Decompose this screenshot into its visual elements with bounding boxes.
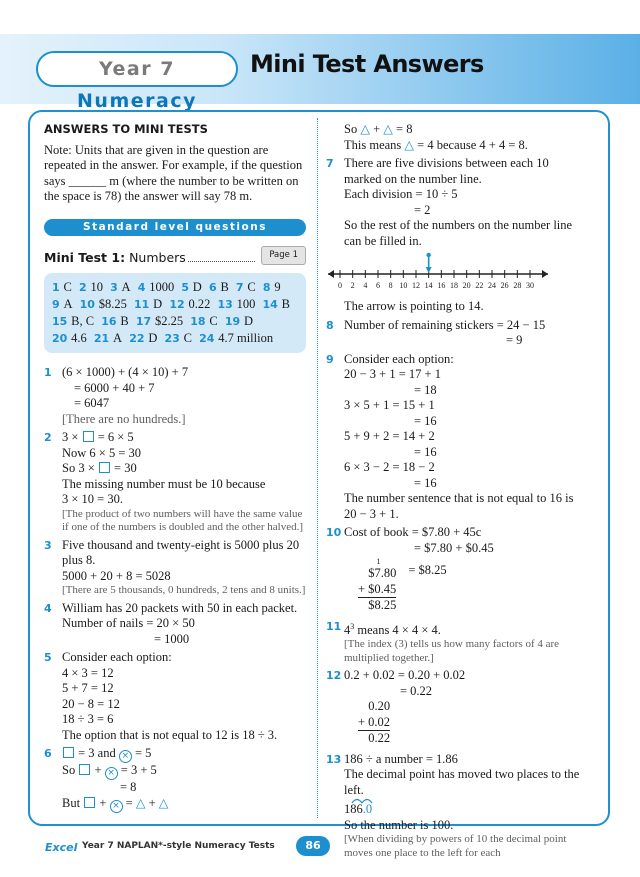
answer-key-value: $8.25 <box>98 297 127 311</box>
number-line-label: 26 <box>500 281 509 290</box>
answer-key-number: 9 <box>52 298 64 311</box>
answer-line <box>62 763 306 780</box>
answer-line: = 0.22 <box>400 683 433 698</box>
answer-line: 3 × 10 = 30. <box>62 492 123 506</box>
answer-line: Consider each option: <box>344 351 454 366</box>
answer-line: Cost of book = $7.80 + 45c <box>344 525 482 539</box>
subject-name: Numeracy <box>77 90 197 112</box>
answer-key-item <box>190 314 217 328</box>
answer-line: = $7.80 + $0.45 <box>414 540 494 555</box>
number-line-label: 8 <box>388 281 393 290</box>
answer-key-value: D <box>243 314 253 328</box>
answer-line: 0.2 + 0.02 = 0.20 + 0.02 <box>344 668 466 683</box>
question-number: 5 <box>44 651 52 664</box>
answer-key-value: B <box>220 280 229 294</box>
answer-line <box>62 461 306 477</box>
number-line-label: 24 <box>488 281 496 290</box>
answer-key-number: 16 <box>101 315 121 328</box>
answer-line: The option that is not equal to 12 is 18 ÷ 3. <box>62 727 278 742</box>
answer-key-item <box>52 280 72 294</box>
answer-key-item <box>262 297 289 311</box>
answer-key-number: 17 <box>135 315 155 328</box>
number-line <box>326 252 588 296</box>
answer-key-value: C <box>209 314 218 328</box>
number-line-label: 28 <box>513 281 522 290</box>
number-line-label: 22 <box>475 281 484 290</box>
answer-key-value: B, C <box>71 314 95 328</box>
answer-key-number: 23 <box>164 332 184 345</box>
exponent: 3 <box>350 621 355 631</box>
answer-key-value: 9 <box>274 280 281 294</box>
number-line-label: 16 <box>437 281 446 290</box>
sum-total: $8.25 <box>368 598 397 612</box>
answer-line: = 6047 <box>74 396 110 410</box>
text: = 8 <box>396 122 413 136</box>
answer-line: = 18 <box>414 382 437 397</box>
column-sum <box>358 699 390 747</box>
footer-brand: Excel <box>45 841 78 854</box>
answer-key-number: 13 <box>217 298 237 311</box>
square-icon <box>83 431 94 442</box>
answer-key-item <box>80 297 127 311</box>
sum-line: $7.80 <box>368 566 397 580</box>
pointer-arrow-tip <box>426 267 432 273</box>
page-footer <box>0 832 640 860</box>
answer-key-value: C <box>63 280 72 294</box>
answer-key-number: 24 <box>199 332 219 345</box>
answer-key-item <box>217 297 255 311</box>
answer-line: = 6000 + 40 + 7 <box>74 380 155 395</box>
units-note: Note: Units that are given in the question are repeated in the answer. For example, if the question says ______ m (where the number to be written on the space is 78) the answer will say 78 m. <box>44 142 303 203</box>
answer-key-item <box>225 314 253 328</box>
square-icon <box>63 747 74 758</box>
text: = 6 × 5 <box>97 430 134 444</box>
answer-6 <box>44 746 306 813</box>
question-number: 2 <box>44 431 52 444</box>
triangle-icon: △ <box>404 137 415 152</box>
answer-line: = 16 <box>414 444 437 459</box>
answer-key-value: 10 <box>90 280 103 294</box>
sum-line: + 0.02 <box>358 715 390 732</box>
answer-line: Consider each option: <box>62 650 172 664</box>
answer-key-number: 4 <box>137 281 150 294</box>
answer-line: The missing number must be 10 because <box>62 476 266 491</box>
number-line-label: 14 <box>424 281 433 290</box>
answer-key-value: C <box>183 331 192 345</box>
answer-line: = 16 <box>414 413 437 428</box>
square-icon <box>84 797 95 808</box>
answer-key-item <box>134 297 162 311</box>
sum-line: + $0.45 <box>358 582 396 599</box>
answer-12 <box>326 668 588 749</box>
text: = 4 because 4 + 4 = 8. <box>417 137 528 152</box>
answer-key-number: 14 <box>262 298 282 311</box>
number-line-label: 6 <box>376 281 380 290</box>
page-header <box>0 34 640 112</box>
answer-key-number: 22 <box>129 332 149 345</box>
triangle-icon: △ <box>360 122 370 136</box>
answer-key-number: 7 <box>235 281 248 294</box>
answer-key-number: 12 <box>169 298 189 311</box>
answer-note: [There are no hundreds.] <box>62 411 186 426</box>
answer-line: 6 × 3 − 2 = 18 − 2 <box>344 460 435 474</box>
answer-line <box>62 746 306 763</box>
text: means 4 × 4 × 4. <box>354 622 441 637</box>
answer-key-value: D <box>148 331 158 345</box>
answer-line: So the rest of the numbers on the number line can be filled in. <box>344 218 573 248</box>
answer-8 <box>326 318 588 349</box>
text: = 30 <box>114 461 137 475</box>
right-column <box>326 122 588 863</box>
answer-line: The arrow is pointing to 14. <box>344 299 484 313</box>
question-number: 1 <box>44 366 52 379</box>
column-sum <box>358 558 396 614</box>
question-number: 11 <box>326 619 342 633</box>
page-number: 86 <box>296 836 330 856</box>
answer-line <box>344 556 588 616</box>
answer-note: [The index (3) tells us how many factors of 4 are multiplied together.] <box>344 638 560 664</box>
circle-cross-icon: × <box>105 767 118 780</box>
text: So <box>62 763 76 777</box>
figure-number: 186 <box>344 802 363 817</box>
answer-key-value: D <box>192 280 202 294</box>
answer-line: 20 − 8 = 12 <box>62 696 120 711</box>
answer-line: The decimal point has moved two places to the left. <box>344 767 580 797</box>
answer-key-value: B <box>120 314 129 328</box>
answer-key-number: 21 <box>93 332 114 345</box>
answer-key-item <box>138 280 174 294</box>
answer-key-item <box>101 314 128 328</box>
answer-9 <box>326 352 588 523</box>
text: = 5 <box>134 746 152 760</box>
answer-4 <box>44 601 306 648</box>
question-number: 10 <box>326 526 342 539</box>
arrow-right-icon <box>542 270 548 278</box>
answer-key-value: 0.22 <box>188 297 211 311</box>
answer-2 <box>44 430 306 535</box>
question-number: 12 <box>326 669 342 683</box>
text: = 3 + 5 <box>120 763 157 777</box>
answer-line: 5 + 9 + 2 = 14 + 2 <box>344 429 435 443</box>
answer-key-number: 11 <box>134 298 154 311</box>
triangle-icon: △ <box>158 795 169 810</box>
column-divider <box>317 118 318 818</box>
answer-key-number: 3 <box>110 281 122 294</box>
answer-line: Number of nails = 20 × 50 <box>62 616 195 630</box>
text: + <box>94 763 102 777</box>
answer-10 <box>326 525 588 616</box>
answer-key-number: 1 <box>52 281 64 294</box>
answer-line: = 2 <box>414 202 431 217</box>
answer-key-value: 4.7 million <box>218 331 274 345</box>
number-line-label: 2 <box>350 281 355 290</box>
answer-key-value: A <box>113 331 123 345</box>
answer-line: William has 20 packets with 50 in each packet. <box>62 600 298 615</box>
answer-key-item <box>136 314 183 328</box>
answer-key-item <box>181 280 202 294</box>
answer-note: [When dividing by powers of 10 the decimal point moves one place to the left for each <box>344 833 567 859</box>
answer-3 <box>44 538 306 598</box>
decimal-figure <box>344 798 588 818</box>
answer-key-item <box>52 297 73 311</box>
question-number: 8 <box>326 318 334 332</box>
number-line-label: 10 <box>399 281 408 290</box>
jump-arrows-icon <box>350 796 380 804</box>
left-column <box>44 122 306 816</box>
answer-line <box>326 138 588 154</box>
question-number: 9 <box>326 352 334 366</box>
answer-key-item <box>129 331 157 345</box>
answer-line: = 9 <box>506 333 523 347</box>
answer-key-item <box>236 280 256 294</box>
answer-line: Number of remaining stickers = 24 − 15 <box>344 317 546 332</box>
answer-key-number: 2 <box>78 281 91 294</box>
answer-1 <box>44 365 306 427</box>
answer-line: = 1000 <box>154 631 190 646</box>
footer-book-title: Year 7 NAPLAN*-style Numeracy Tests <box>82 841 275 851</box>
arrow-left-icon <box>328 270 334 278</box>
answer-7 <box>326 156 588 249</box>
text: = <box>125 795 133 810</box>
question-number: 6 <box>44 747 52 760</box>
answer-line: = 8 <box>120 780 137 794</box>
number-line-label: 20 <box>462 281 471 290</box>
answer-line: (6 × 1000) + (4 × 10) + 7 <box>62 365 189 379</box>
subject-pill <box>36 51 238 112</box>
answer-line: 4 × 3 = 12 <box>62 665 114 680</box>
answer-line: 20 − 3 + 1 = 17 + 1 <box>344 367 441 381</box>
answer-key-value: A <box>63 297 73 311</box>
answer-key-value: C <box>247 280 256 294</box>
answer-key-item <box>209 280 229 294</box>
answer-note: [There are 5 thousands, 0 hundreds, 2 tens and 8 units.] <box>62 584 306 596</box>
mini-test-name: Numbers <box>129 249 186 265</box>
question-number: 7 <box>326 157 334 170</box>
answer-key-number: 8 <box>262 281 275 294</box>
number-line-label: 18 <box>450 281 458 290</box>
pointer-arrow-head <box>426 253 430 257</box>
answer-line <box>326 122 588 138</box>
answer-key-number: 20 <box>52 332 72 345</box>
leader-dots <box>188 261 256 262</box>
text: 3 × <box>62 430 79 444</box>
answer-key-box <box>44 273 306 353</box>
answer-line <box>344 619 588 639</box>
text: 4 <box>344 622 351 637</box>
circle-cross-icon: × <box>110 800 123 813</box>
answer-line: 3 × 5 + 1 = 15 + 1 <box>344 398 435 412</box>
number-line-label: 4 <box>363 281 368 290</box>
answer-key-number: 5 <box>181 281 193 294</box>
sum-line: 0.20 <box>368 699 391 714</box>
answer-line: = $8.25 <box>408 563 447 577</box>
answer-line <box>62 796 306 813</box>
answer-line: Five thousand and twenty-eight is 5000 plus 20 plus 8. <box>62 537 300 567</box>
mini-test-label: Mini Test 1: <box>44 249 126 265</box>
answer-11 <box>326 619 588 666</box>
text: But <box>62 795 81 810</box>
answer-line: = 16 <box>414 475 437 490</box>
question-number: 13 <box>326 752 342 766</box>
text: So 3 × <box>62 461 95 475</box>
number-line-svg <box>326 252 588 296</box>
answer-key-item <box>263 280 281 294</box>
subject-year: Year 7 <box>99 58 175 80</box>
answer-note: [The product of two numbers will have the same value if one of the numbers is doubled and the other halved.] <box>62 507 304 533</box>
answer-key-item <box>94 331 122 345</box>
answer-key-number: 15 <box>52 315 72 328</box>
answers-heading: ANSWERS TO MINI TESTS <box>44 122 208 136</box>
triangle-icon: △ <box>383 122 393 136</box>
text: + <box>99 795 107 810</box>
question-number: 4 <box>44 601 52 615</box>
triangle-icon: △ <box>135 795 146 810</box>
answer-line: Now 6 × 5 = 30 <box>62 445 142 460</box>
answer-line: 186 ÷ a number = 1.86 <box>344 751 458 766</box>
answer-line: 5 + 7 = 12 <box>62 681 114 695</box>
answer-line: 5000 + 20 + 8 = 5028 <box>62 568 171 583</box>
answer-key-item <box>110 280 131 294</box>
answer-key-value: 100 <box>236 297 256 311</box>
answer-key-item <box>169 297 210 311</box>
sum-total: 0.22 <box>368 731 391 746</box>
answer-5 <box>44 650 306 743</box>
answer-key-value: 1000 <box>149 280 175 294</box>
page-tab: Page 1 <box>261 246 306 266</box>
figure-decimal: .0 <box>362 802 373 817</box>
text: = 3 and <box>78 746 116 760</box>
answer-key-number: 6 <box>208 281 221 294</box>
text: + <box>148 795 156 810</box>
page-title: Mini Test Answers <box>250 50 484 78</box>
circle-cross-icon: × <box>119 750 132 763</box>
answer-line: The number sentence that is not equal to 16 is 20 − 3 + 1. <box>344 491 574 521</box>
answer-key-item <box>52 314 94 328</box>
answer-key-value: $2.25 <box>154 314 184 328</box>
standard-level-band: Standard level questions <box>44 219 306 236</box>
question-number: 3 <box>44 538 52 552</box>
text: This means <box>344 137 402 152</box>
answer-key-item <box>52 331 87 345</box>
answer-line: 18 ÷ 3 = 6 <box>62 712 114 726</box>
number-line-label: 12 <box>412 281 420 290</box>
answer-key-value: 4.6 <box>71 331 87 345</box>
answer-key-value: D <box>153 297 163 311</box>
square-icon <box>79 764 90 775</box>
text: + <box>373 122 381 136</box>
answer-key-item <box>79 280 103 294</box>
answer-key-value: B <box>281 297 290 311</box>
answer-key-number: 18 <box>190 315 210 328</box>
answer-key-item <box>199 331 273 345</box>
answer-key-value: A <box>121 280 131 294</box>
number-line-label: 30 <box>526 281 534 290</box>
answer-line <box>62 430 306 446</box>
text: So <box>344 122 358 136</box>
answer-key-item <box>164 331 191 345</box>
carry-digit: 1 <box>376 557 381 566</box>
answer-line: There are five divisions between each 10 marked on the number line. <box>344 156 549 186</box>
answer-key-number: 19 <box>224 315 244 328</box>
answer-line: Each division = 10 ÷ 5 <box>344 187 458 201</box>
answer-line: So the number is 100. <box>344 817 454 832</box>
mini-test-title <box>44 246 306 266</box>
square-icon <box>99 462 110 473</box>
answer-key-number: 10 <box>79 298 99 311</box>
number-line-label: 0 <box>338 281 342 290</box>
